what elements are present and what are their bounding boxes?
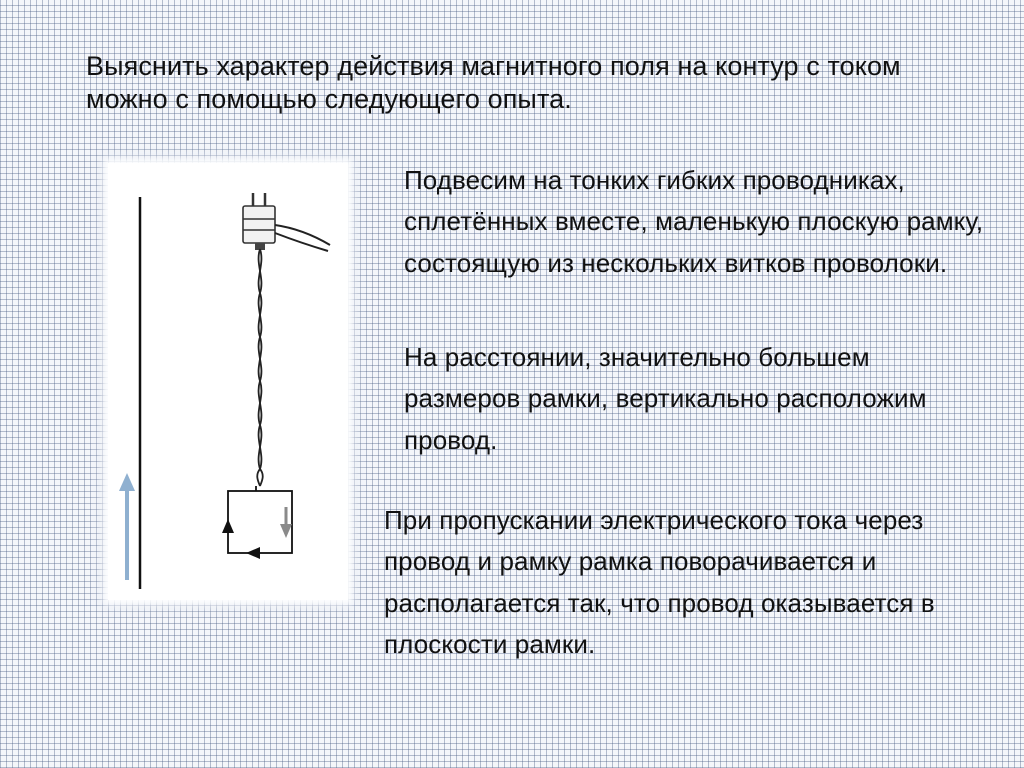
wire-and-frame-diagram (108, 163, 348, 600)
twisted-wires (257, 249, 262, 486)
experiment-figure (108, 163, 348, 600)
frame-arrow-up-icon (222, 519, 234, 533)
frame-arrow-left-icon (246, 547, 260, 559)
current-arrow-up-icon (119, 473, 135, 580)
suspension-clamp-icon (243, 193, 275, 250)
paragraph-wire-placement: На расстоянии, значительно большем размеров рамки, вертикально расположим провод. (404, 342, 927, 455)
slide-heading: Выяснить характер действия магнитного поля на контур с током можно с помощью следующего опыта. (86, 51, 901, 115)
paragraph-suspension: Подвесим на тонких гибких проводниках, сплетённых вместе, маленькую плоскую рамку, состоящую из нескольких витков проволоки. (404, 165, 984, 278)
wire-frame (228, 491, 292, 553)
lead-wire (275, 233, 328, 251)
paragraph-result: При пропускании электрического тока через провод и рамку рамка поворачивается и располагается так, что провод оказывается в плоскости рамки. (384, 505, 935, 659)
frame-arrow-down-icon (280, 507, 292, 538)
